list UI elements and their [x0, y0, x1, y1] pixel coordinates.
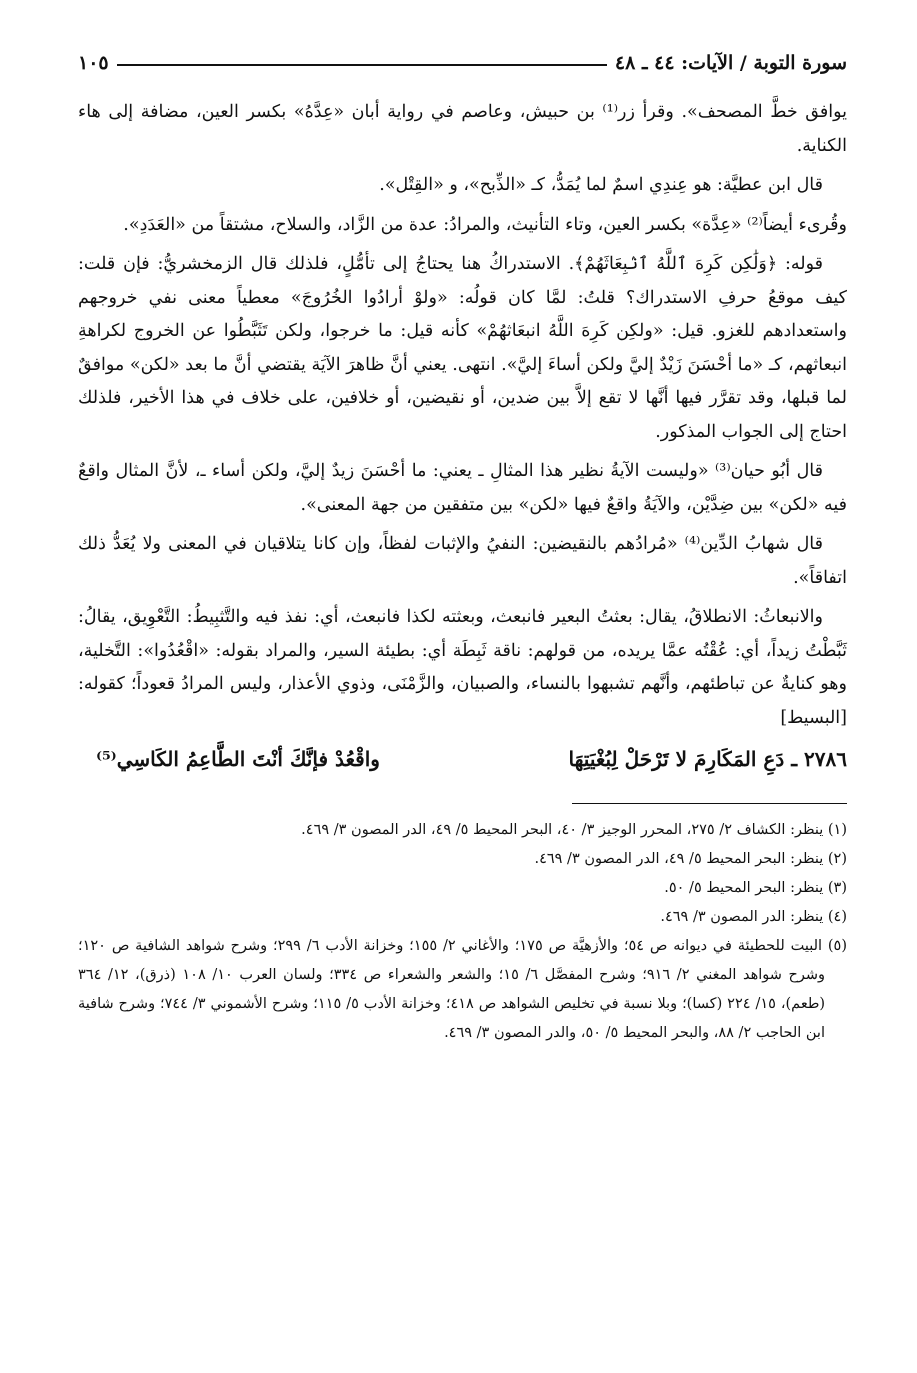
paragraph: قال شهابُ الدِّين⁽⁴⁾ «مُرادُهم بالنقيضين: النفيُ والإثبات لفظاً، وإن كانا يتلاقيان في المعنى ولا يُعَدُّ ذلك اتفاقاً». — [78, 534, 847, 588]
main-text — [78, 96, 847, 777]
surah-title: سورة التوبة / الآيات: ٤٤ ـ ٤٨ — [614, 52, 847, 74]
footnotes — [78, 816, 847, 1048]
footnote: (٥) البيت للحطيئة في ديوانه ص ٥٤؛ والأزهيَّة ص ١٧٥؛ والأغاني ٢/ ١٥٥؛ وخزانة الأدب ٦/ ٢٩٩؛ وشرح شواهد الشافية ص ١٢٠؛ وشرح شواهد المغني ٢/ ٩١٦؛ وشرح المفصَّل ٦/ ١٥؛ والشعر والشعراء ص ٣٣٤؛ ولسان العرب ١٠/ ١٠٨ (ذرق)، ١٢/ ٣٦٤ (طعم)، ١٥/ ٢٢٤ (كسا)؛ وبلا نسبة في تخليص الشواهد ص ٤١٨؛ وخزانة الأدب ٥/ ١١٥؛ وشرح الأشموني ٣/ ٧٤٤؛ وشرح شافية ابن الحاجب ٢/ ٨٨، والبحر المحيط ٥/ ٥٠، والدر المصون ٣/ ٤٦٩. — [78, 938, 847, 1041]
verse-first-hemistich: دَعِ المَكَارِمَ لا تَرْحَلْ لِبُغْيَتِهَا — [568, 747, 785, 771]
footnote: (٢) ينظر: البحر المحيط ٥/ ٤٩، الدر المصون ٣/ ٤٦٩. — [534, 851, 847, 867]
paragraph: والانبعاثُ: الانطلاقُ، يقال: بعثتُ البعير فانبعث، وبعثته لكذا فانبعث، أي: نفذ فيه والتَّثبِيطُ: التَّعْوِيق، يقالُ: ثَبَّطْتُ زيداً، أي: عُقْتُه عمَّا يريده، من قولهم: ناقة ثَبِطَة أي: بطيئة السير، والمراد بقوله: «اقْعُدُوا»: التَّخلية، وهو كنايةٌ عن تباطئهم، وأنَّهم تشبهوا بالنساء، والصبيان، والزَّمْنَى، وذوي الأعذار، وليس المرادُ قعوداً؛ كقوله: [البسيط] — [78, 607, 847, 728]
verse-number: ٢٧٨٦ ـ — [791, 747, 847, 771]
footnote: (٣) ينظر: البحر المحيط ٥/ ٥٠. — [664, 880, 847, 896]
footnote: (١) ينظر: الكشاف ٢/ ٢٧٥، المحرر الوجيز ٣/ ٤٠، البحر المحيط ٥/ ٤٩، الدر المصون ٣/ ٤٦٩. — [301, 822, 847, 838]
paragraph: قوله: ﴿وَلَٰكِن كَرِهَ ٱللَّهُ ٱنۢبِعَاثَهُمْ﴾. الاستدراكُ هنا يحتاجُ إلى تأمُّلٍ، فلذلك قال الزمخشريُّ: فإن قلت: كيف موقعُ حرفِ الاستدراك؟ قلتُ: لمَّا كان قولُه: «ولوْ أرادُوا الخُرُوجَ» معطياً معنى نفي خروجهم واستعدادهم للغزو. قيل: «ولكِن كَرِهَ اللَّهُ انبعَاثهُمْ» كأنه قيل: ما خرجوا، ولكن تَثَبَّطُوا عن الخروج لكراهةِ انبعاثهم، كـ «ما أحْسَنَ زَيْدٌ إليَّ ولكن أساءَ إليَّ». انتهى. يعني أنَّ ظاهرَ الآيَة يقتضي أنَّ ما بعد «لكن» موافقٌ لما قبلها، وقد تقرَّر فيها أنَّها لا تقع إلاَّ بين ضدين، أو نقيضين، أو خلافين، على خلاف في هذا الأخير، فلذلك احتاج إلى الجواب المذكور. — [78, 254, 847, 442]
page-header — [78, 40, 847, 74]
page-number: ١٠٥ — [78, 52, 109, 74]
paragraph: وقُرىء أيضاً⁽²⁾ «عِدَّة» بكسر العين، وتاء التأنيث، والمرادُ: عدة من الزَّاد، والسلاح، مشتقاً من «العَدَدِ». — [123, 214, 847, 235]
poetry-verse — [78, 741, 847, 777]
verse-second-hemistich: واقْعُدْ فإنَّكَ أنْتَ الطَّاعِمُ الكَاسِي⁽⁵⁾ — [96, 747, 380, 771]
footnote-separator — [572, 803, 847, 804]
paragraph: قال ابن عطيَّة: هو عِندِي اسمٌ لما يُمَدُّ، كـ «الذِّبح»، و «القِتْل». — [379, 175, 823, 195]
footnote: (٤) ينظر: الدر المصون ٣/ ٤٦٩. — [660, 909, 847, 925]
header-rule — [117, 64, 607, 66]
book-page — [78, 40, 847, 1048]
paragraph: يوافق خطَّ المصحف». وقرأ زر⁽¹⁾ بن حبيش، وعاصم في رواية أبان «عِدَّهُ» بكسر العين، مضافة إلى هاء الكناية. — [78, 102, 847, 156]
paragraph: قال أبُو حيان⁽³⁾ «وليست الآيةُ نظير هذا المثالِ ـ يعني: ما أحْسَنَ زيدٌ إليَّ، ولكن أساء ـ، لأنَّ المثال واقعٌ فيه «لكن» بين ضِدَّيْن، والآيَةُ واقعٌ فيها «لكن» بين متفقين من جهة المعنى». — [78, 461, 847, 515]
